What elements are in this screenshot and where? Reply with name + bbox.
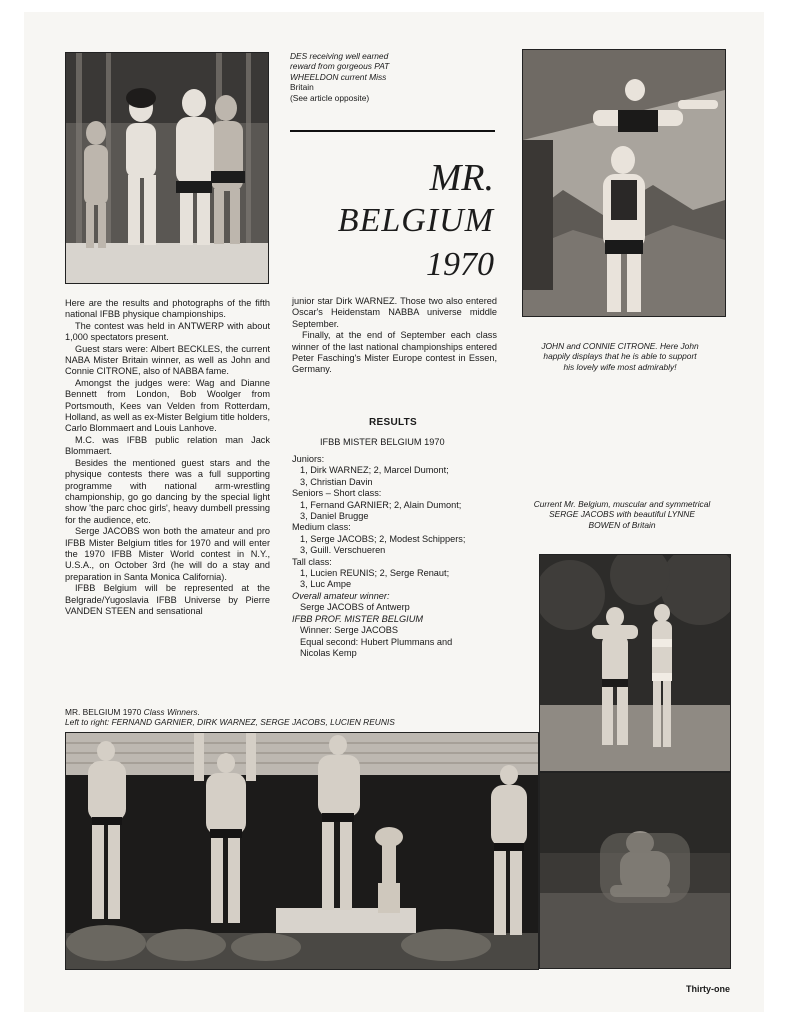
article-paragraph: Amongst the judges were: Wag and Dianne Bennett from London, Bob Woolger from Portsmouth, Kees van Velden from Rotterdam, Holland, as well as ex-Mister Belgium title holders, Carlo Blommaert and Louis Lanhove. [65,377,270,434]
results-line: Nicolas Kemp [300,647,357,658]
article-paragraph: junior star Dirk WARNEZ. Those two also entered Oscar's Heidenstam NABBA universe middle September. [292,296,497,329]
article-paragraph: Besides the mentioned guest stars and the physique contests there was a full supporting programme with national arm-wrestling championship, go go dancing by the special light show 'the parc choc girls', heavy dumbell pressing for the audience, etc. [65,457,270,525]
results-line: 3, Daniel Brugge [300,511,369,522]
photo-action-blur [539,772,731,969]
page-number: Thirty-one [686,984,730,994]
results-heading: RESULTS [369,417,418,428]
results-subheading: IFBB MISTER BELGIUM 1970 [320,437,445,447]
results-line: Juniors: [292,454,325,464]
results-line: 1, Dirk WARNEZ; 2, Marcel Dumont; [300,465,449,476]
results-line: Medium class: [292,522,351,533]
page-title-year: 1970 [426,246,494,283]
article-paragraph: Serge JACOBS won both the amateur and pro IFBB Mister Belgium titles for 1970 and will enter the 1970 IFBB Mister World contest in N.Y., U.S.A., on October 3rd (he will do a stay and preparation in Santa Monica California). [65,526,270,582]
article-paragraph: Finally, at the end of September each class winner of the last national championships entered Peter Fasching's Mister Europe contest in Essen, Germany. [292,330,497,375]
article-column-left [65,298,270,617]
caption-class-winners: MR. BELGIUM 1970 Class Winners. Left to right: FERNAND GARNIER, DIRK WARNEZ, SERGE JACOBS, LUCIEN REUNIS [65,707,395,728]
photo-class-winners [65,732,539,970]
results-line: Serge JACOBS of Antwerp [300,602,410,613]
page-title-mr: MR. [429,157,494,199]
magazine-page [24,12,764,1012]
results-line: 1, Serge JACOBS; 2, Modest Schippers; [300,533,466,544]
photo-des-reward [65,52,269,284]
results-list [292,454,502,659]
photo-jacobs-bowen [539,554,731,772]
page-title-belgium: BELGIUM [337,202,494,239]
results-line: 3, Luc Ampe [300,579,352,590]
article-paragraph: IFBB Belgium will be represented at the Belgrade/Yugoslavia IFBB Universe by Pierre VANDEN STEEN and sensational [65,583,270,616]
results-line: Overall amateur winner: [292,590,390,601]
results-line: 3, Guill. Verschueren [300,545,386,556]
article-column-middle [292,296,497,376]
caption-des: DES receiving well earned reward from gorgeous PAT WHEELDON current Miss Britain (See article opposite) [290,51,390,103]
article-paragraph: The contest was held in ANTWERP with about 1,000 spectators present. [65,320,270,343]
results-line: 3, Christian Davin [300,476,373,487]
results-line: Equal second: Hubert Plummans and [300,636,453,647]
results-line: Tall class: [292,556,332,567]
article-paragraph: Guest stars were: Albert BECKLES, the current NABA Mister Britain winner, as well as John and Connie CITRONE, also of NABBA fame. [65,343,270,377]
results-line: Seniors – Short class: [292,488,382,499]
caption-citrone: JOHN and CONNIE CITRONE. Here John happily displays that he is able to support his lovely wife most admirably! [541,341,699,372]
photo-citrone [522,49,726,317]
title-rule [290,130,495,132]
results-line: IFBB PROF. MISTER BELGIUM [292,613,424,624]
results-line: 1, Lucien REUNIS; 2, Serge Renaut; [300,568,450,579]
article-paragraph: M.C. was IFBB public relation man Jack Blommaert. [65,434,270,457]
results-line: 1, Fernand GARNIER; 2, Alain Dumont; [300,499,462,510]
caption-jacobs: Current Mr. Belgium, muscular and symmetrical SERGE JACOBS with beautiful LYNNE BOWEN of Britain [533,499,711,530]
article-paragraph: Here are the results and photographs of the fifth national IFBB physique championships. [65,298,270,320]
results-line: Winner: Serge JACOBS [300,625,399,636]
